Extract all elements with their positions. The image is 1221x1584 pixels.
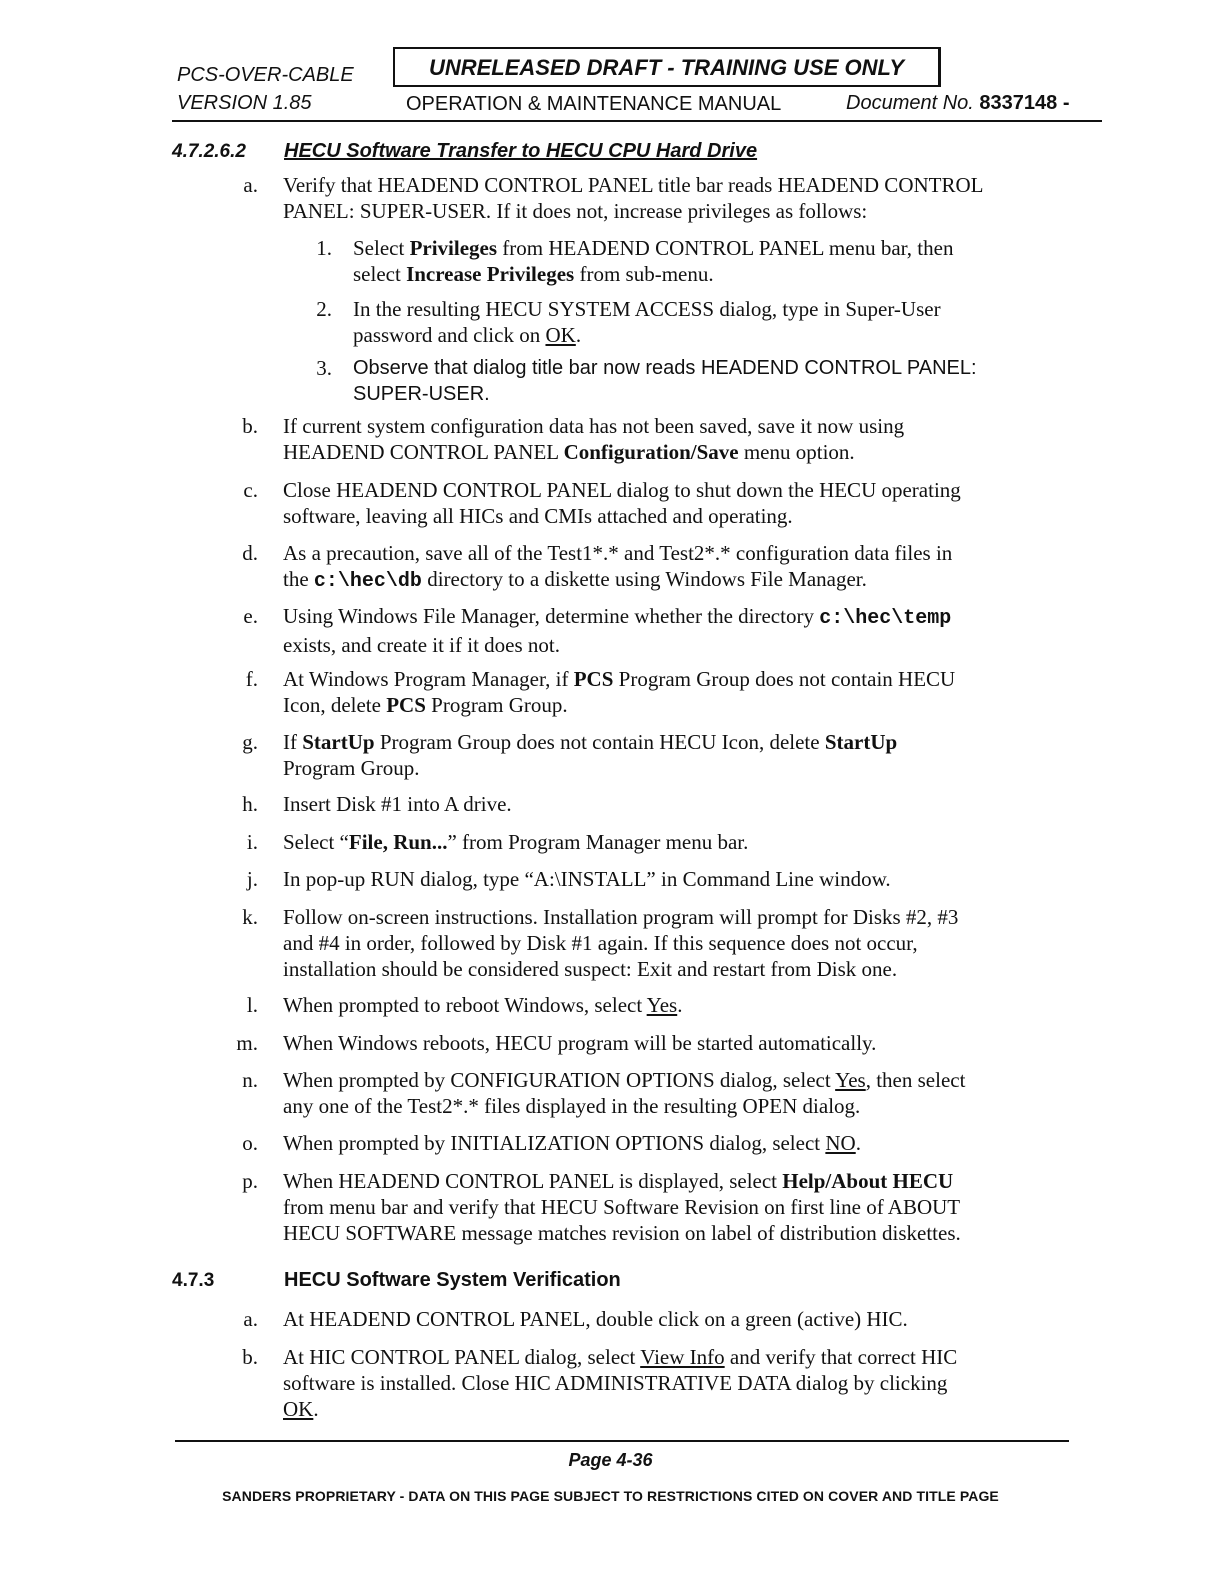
item-label: 3.: [316, 356, 332, 380]
item-line: software is installed. Close HIC ADMINISTRATIVE DATA dialog by clicking: [283, 1371, 948, 1395]
doc-number-value: 8337148 -: [979, 92, 1070, 114]
directory-path: c:\hec\temp: [819, 607, 952, 630]
item-text: [283, 1168, 961, 1246]
item-text: In pop-up RUN dialog, type “A:\INSTALL” in Command Line window.: [283, 867, 891, 891]
item-text: [353, 355, 977, 407]
menu-increase-privileges: Increase Privileges: [406, 262, 575, 286]
item-label: o.: [242, 1131, 258, 1155]
item-text: When prompted to reboot Windows, select Yes.: [283, 993, 683, 1017]
item-label: c.: [243, 478, 258, 502]
item-label: 1.: [316, 236, 332, 260]
item-line: any one of the Test2*.* files displayed in the resulting OPEN dialog.: [283, 1094, 861, 1118]
section-title: HECU Software System Verification: [284, 1269, 621, 1291]
item-line: If current system configuration data has not been saved, save it now using: [283, 414, 905, 438]
section-number: 4.7.2.6.2: [172, 141, 246, 162]
section-number: 4.7.3: [172, 1270, 215, 1291]
item-line: SUPER-USER.: [353, 383, 490, 405]
item-line: Close HEADEND CONTROL PANEL dialog to shut down the HECU operating: [283, 478, 961, 502]
item-text: [283, 1344, 957, 1422]
manual-title: OPERATION & MAINTENANCE MANUAL: [406, 93, 782, 115]
item-line: exists, and create it if it does not.: [283, 633, 561, 657]
item-line: and #4 in order, followed by Disk #1 again. If this sequence does not occur,: [283, 931, 918, 955]
item-text: Select “File, Run...” from Program Manager menu bar.: [283, 830, 749, 854]
no-button-ref: NO: [825, 1131, 856, 1155]
item-label: i.: [246, 830, 258, 854]
item-line: As a precaution, save all of the Test1*.* and Test2*.* configuration data files in: [283, 541, 953, 565]
menu-configuration-save: Configuration/Save: [563, 440, 739, 464]
item-text: [353, 235, 953, 287]
yes-button-ref: Yes: [646, 993, 678, 1017]
section-title: HECU Software Transfer to HECU CPU Hard Drive: [284, 140, 758, 162]
item-line: OK.: [283, 1397, 319, 1421]
item-text: Insert Disk #1 into A drive.: [283, 792, 512, 816]
doc-label: Document No.: [846, 92, 974, 114]
item-line: HEADEND CONTROL PANEL Configuration/Save menu option.: [283, 440, 855, 464]
item-label: l.: [246, 993, 258, 1017]
yes-button-ref: Yes: [835, 1068, 866, 1092]
item-text: [353, 296, 941, 348]
item-line: When HEADEND CONTROL PANEL is displayed, select Help/About HECU: [283, 1169, 954, 1193]
item-line: from menu bar and verify that HECU Software Revision on first line of ABOUT: [283, 1195, 961, 1219]
draft-banner: UNRELEASED DRAFT - TRAINING USE ONLY: [393, 47, 941, 87]
item-line: Verify that HEADEND CONTROL PANEL title bar reads HEADEND CONTROL: [283, 173, 984, 197]
item-line: Program Group.: [283, 756, 420, 780]
item-label: p.: [242, 1169, 258, 1193]
item-text: At HEADEND CONTROL PANEL, double click on a green (active) HIC.: [283, 1307, 908, 1331]
document-number: [846, 92, 1069, 115]
menu-file-run: File, Run...: [348, 830, 448, 854]
page-number: Page 4-36: [568, 1450, 653, 1470]
item-line: select Increase Privileges from sub-menu.: [353, 262, 714, 286]
item-label: m.: [236, 1031, 258, 1055]
item-label: k.: [242, 905, 258, 929]
item-text: When prompted by INITIALIZATION OPTIONS dialog, select NO.: [283, 1131, 861, 1155]
item-line: the c:\hec\db directory to a diskette using Windows File Manager.: [283, 567, 867, 593]
item-line: PANEL: SUPER-USER. If it does not, increase privileges as follows:: [283, 199, 868, 223]
ok-button-ref: OK: [283, 1397, 314, 1421]
item-line: Icon, delete PCS Program Group.: [283, 693, 568, 717]
item-label: j.: [246, 867, 258, 891]
item-line: installation should be considered suspect: Exit and restart from Disk one.: [283, 957, 898, 981]
item-label: b.: [242, 1345, 258, 1369]
item-label: f.: [245, 667, 258, 691]
item-text: [283, 603, 951, 658]
product-name: PCS-OVER-CABLE: [177, 64, 354, 86]
item-line: HECU SOFTWARE message matches revision on label of distribution diskettes.: [283, 1221, 961, 1245]
ok-button-ref: OK: [545, 323, 576, 347]
item-line: In the resulting HECU SYSTEM ACCESS dialog, type in Super-User: [353, 297, 941, 321]
item-text: [283, 477, 961, 529]
item-label: d.: [242, 541, 258, 565]
item-label: 2.: [316, 297, 332, 321]
item-line: Select Privileges from HEADEND CONTROL PANEL menu bar, then: [353, 236, 954, 260]
footer-rule: [175, 1440, 1069, 1442]
item-text: [283, 172, 983, 224]
item-text: [283, 540, 952, 595]
item-line: software, leaving all HICs and CMIs attached and operating.: [283, 504, 793, 528]
item-line: Follow on-screen instructions. Installation program will prompt for Disks #2, #3: [283, 905, 959, 929]
item-text: When Windows reboots, HECU program will be started automatically.: [283, 1031, 877, 1055]
item-line: password and click on OK.: [353, 323, 582, 347]
item-label: e.: [243, 604, 258, 628]
item-text: [283, 1067, 965, 1119]
item-line: At HIC CONTROL PANEL dialog, select View Info and verify that correct HIC: [283, 1345, 958, 1369]
item-label: g.: [242, 730, 258, 754]
item-text: [283, 666, 955, 718]
menu-help-about: Help/About HECU: [782, 1169, 954, 1193]
header-rule: [172, 120, 1102, 122]
item-text: [283, 729, 897, 781]
item-label: a.: [243, 1307, 258, 1331]
item-text: [283, 413, 904, 465]
view-info-button-ref: View Info: [640, 1345, 725, 1369]
item-line: At Windows Program Manager, if PCS Program Group does not contain HECU: [283, 667, 956, 691]
item-label: a.: [243, 173, 258, 197]
item-label: h.: [242, 792, 258, 816]
item-line: If StartUp Program Group does not contain HECU Icon, delete StartUp: [283, 730, 898, 754]
menu-privileges: Privileges: [409, 236, 498, 260]
item-label: b.: [242, 414, 258, 438]
item-line: When prompted by CONFIGURATION OPTIONS dialog, select Yes, then select: [283, 1068, 966, 1092]
item-line: Observe that dialog title bar now reads HEADEND CONTROL PANEL:: [353, 357, 977, 379]
version-label: VERSION 1.85: [177, 92, 312, 114]
item-line: Using Windows File Manager, determine whether the directory c:\hec\temp: [283, 604, 952, 630]
proprietary-notice: SANDERS PROPRIETARY - DATA ON THIS PAGE SUBJECT TO RESTRICTIONS CITED ON COVER AND TITLE PAGE: [222, 1488, 999, 1504]
directory-path: c:\hec\db: [313, 570, 422, 593]
item-text: [283, 904, 958, 982]
item-label: n.: [242, 1068, 258, 1092]
